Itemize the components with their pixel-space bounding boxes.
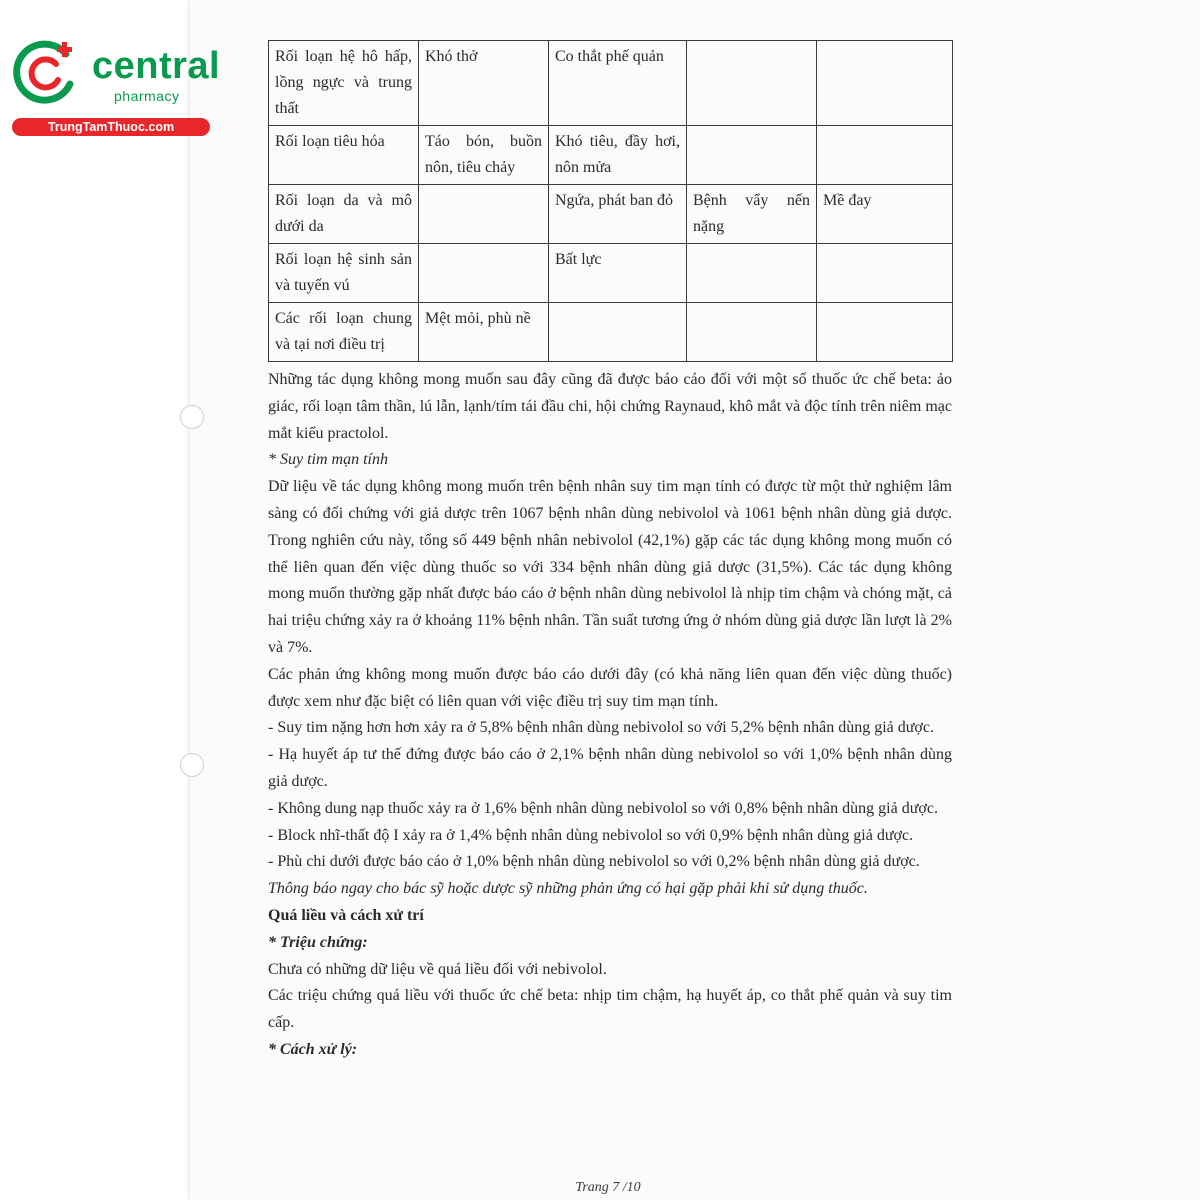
central-pharmacy-logo[interactable] [10,38,221,138]
table-cell: Bệnh vẩy nến nặng [687,185,817,244]
table-cell [687,41,817,126]
table-cell [687,126,817,185]
table-cell [419,244,549,303]
table-cell: Mề đay [817,185,953,244]
list-item: - Hạ huyết áp tư thế đứng được báo cáo ở 2,1% bệnh nhân dùng nebivolol so với 1,0% bệnh nhân dùng giả dược. [268,746,952,790]
punch-hole [180,405,204,429]
list-item: - Block nhĩ-thất độ I xảy ra ở 1,4% bệnh nhân dùng nebivolol so với 0,9% bệnh nhân dùng giả dược. [268,826,914,844]
table-cell: Các rối loạn chung và tại nơi điều trị [269,303,419,362]
page-number-text: Trang 7 /10 [575,1180,641,1195]
subsection-heading: * Triệu chứng: [268,933,368,951]
table-cell: Khó tiêu, đầy hơi, nôn mửa [549,126,687,185]
subsection-heading: * Cách xử lý: [268,1040,358,1058]
paragraph: Các phản ứng không mong muốn được báo cáo dưới đây (có khả năng liên quan đến việc dùng thuốc) được xem như đặc biệt có liên quan với việc điều trị suy tim mạn tính. [268,665,952,710]
paragraph: Chưa có những dữ liệu về quá liều đối với nebivolol. [268,960,607,978]
table-cell [817,303,953,362]
pharmacy-cross-icon [12,40,78,106]
table-cell: Rối loạn da và mô dưới da [269,185,419,244]
table-cell: Táo bón, buồn nôn, tiêu chảy [419,126,549,185]
table-cell: Co thắt phế quản [549,41,687,126]
table-cell [687,303,817,362]
table-cell [687,244,817,303]
table-row [269,41,953,126]
paragraph: Dữ liệu về tác dụng không mong muốn trên bệnh nhân suy tim mạn tính có được từ một thử nghiệm lâm sàng có đối chứng với giả dược trên 1067 bệnh nhân dùng nebivolol và 1061 bệnh nhân dùng giả dược. Trong nghiên cứu này, tổng số 449 bệnh nhân nebivolol (42,1%) gặp các tác dụng không mong muốn có thể liên quan đến việc dùng thuốc so với 334 bệnh nhân dùng giả dược (31,5%). Các tác dụng không mong muốn thường gặp nhất được báo cáo ở bệnh nhân dùng nebivolol là nhịp tim chậm và chóng mặt, cả hai triệu chứng xảy ra ở khoảng 11% bệnh nhân. Tần suất tương ứng ở nhóm dùng giả dược lần lượt là 2% và 7%. [268,478,952,656]
table-row [269,244,953,303]
list-item: - Phù chi dưới được báo cáo ở 1,0% bệnh nhân dùng nebivolol so với 0,2% bệnh nhân dùng giả dược. [268,853,920,871]
table-cell: Bất lực [549,244,687,303]
table-cell [817,126,953,185]
body-text [268,367,952,1064]
table-cell: Khó thở [419,41,549,126]
page-number [0,1180,1200,1196]
table-cell: Rối loạn tiêu hóa [269,126,419,185]
table-cell [419,185,549,244]
table-cell: Mệt mỏi, phù nề [419,303,549,362]
table-cell [817,41,953,126]
table-cell [549,303,687,362]
table-row [269,303,953,362]
adverse-effects-table [268,40,953,362]
table-cell [817,244,953,303]
list-item: - Không dung nạp thuốc xảy ra ở 1,6% bệnh nhân dùng nebivolol so với 0,8% bệnh nhân dùng giả dược. [268,799,938,817]
table-cell: Rối loạn hệ hô hấp, lồng ngực và trung thất [269,41,419,126]
table-cell: Ngứa, phát ban đỏ [549,185,687,244]
logo-subtitle: pharmacy [114,88,180,104]
paragraph: Các triệu chứng quá liều với thuốc ức chế beta: nhịp tim chậm, hạ huyết áp, co thắt phế quản và suy tim cấp. [268,987,952,1032]
table-row [269,185,953,244]
logo-url[interactable]: TrungTamThuoc.com [12,118,210,136]
punch-hole [180,753,204,777]
table-cell: Rối loạn hệ sinh sản và tuyến vú [269,244,419,303]
paragraph: Những tác dụng không mong muốn sau đây cũng đã được báo cáo đối với một số thuốc ức chế beta: ảo giác, rối loạn tâm thần, lú lẫn, lạnh/tím tái đầu chi, hội chứng Raynaud, khô mắt và độc tính trên niêm mạc mắt kiểu practolol. [268,371,952,442]
table-row [269,126,953,185]
section-heading: * Suy tim mạn tính [268,451,388,469]
notice-text: Thông báo ngay cho bác sỹ hoặc dược sỹ những phản ứng có hại gặp phải khi sử dụng thuốc. [268,880,868,898]
logo-name: central [92,45,221,87]
list-item: - Suy tim nặng hơn hơn xảy ra ở 5,8% bệnh nhân dùng nebivolol so với 5,2% bệnh nhân dùng giả dược. [268,719,934,737]
section-heading: Quá liều và cách xử trí [268,906,424,924]
